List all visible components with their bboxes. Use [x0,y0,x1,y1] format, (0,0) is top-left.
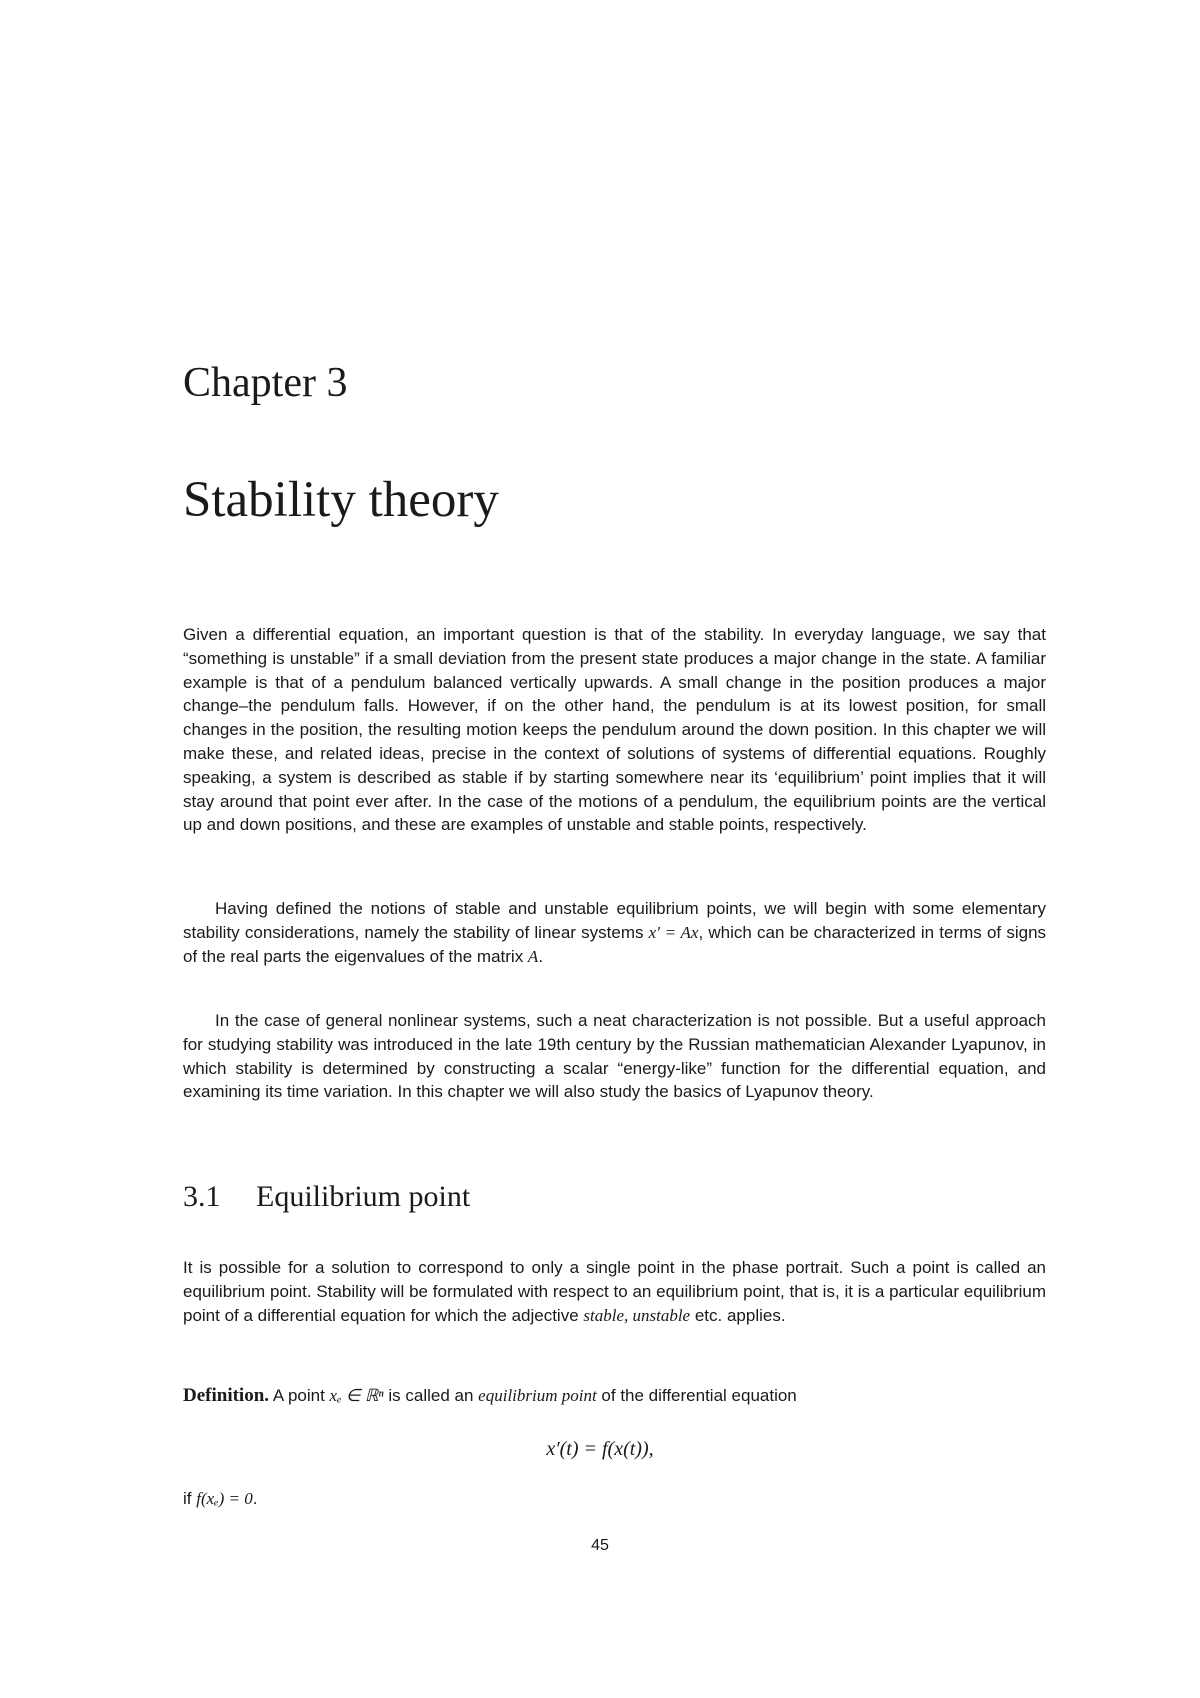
equilibrium-condition [183,1487,1046,1511]
equilibrium-point-term: equilibrium point [478,1386,597,1405]
definition-text-after: of the differential equation [596,1386,797,1405]
matrix-symbol: A [527,946,539,966]
unstable-term: unstable [632,1305,691,1325]
linear-system-formula: x′ = Ax [648,922,699,942]
differential-equation-formula: x′(t) = f(x(t)), [546,1438,654,1460]
definition-label: Definition. [183,1385,270,1406]
condition-end: . [252,1489,258,1508]
differential-equation [0,1438,1200,1461]
stable-term: stable [583,1305,624,1325]
definition-block [183,1384,1046,1408]
section-paragraph [183,1256,1046,1327]
intro-p2-text-end: . [538,946,544,966]
section-title: Equilibrium point [256,1180,471,1213]
section-p1-comma: , [624,1305,633,1325]
intro-paragraph-3: In the case of general nonlinear systems, such a neat characterization is not possible. But a useful approach for studying stability was introduced in the late 19th century by the Russian mathematician Alexander Lyapunov, in which stability is determined by constructing a scalar “energy-like” function for the differential equation, and examining its time variation. In this chapter we will also study the basics of Lyapunov theory. [183,1011,1046,1102]
chapter-label: Chapter 3 [183,360,348,406]
page-number: 45 [591,1537,609,1554]
section-heading [183,1182,470,1212]
equilibrium-point-symbol: xₑ ∈ ℝⁿ [329,1386,384,1405]
intro-paragraph-1: Given a differential equation, an important question is that of the stability. In everyday language, we say that “something is unstable” if a small deviation from the present state produces a major change in the state. A familiar example is that of a pendulum balanced vertically upwards. A small change in the position produces a major change–the pendulum falls. However, if on the other hand, the pendulum is at its lowest position, for small changes in the position, the resulting motion keeps the pendulum around the down position. In this chapter we will make these, and related ideas, precise in the context of solutions of systems of differential equations. Roughly speaking, a system is described as stable if by starting somewhere near its ‘equilibrium’ point implies that it will stay around that point ever after. In the case of the motions of a pendulum, the equilibrium points are the vertical up and down positions, and these are examples of unstable and stable points, respectively. [183,625,1046,835]
chapter-title: Stability theory [183,472,499,528]
intro-p2-text-before: Having defined the notions of stable and unstable equilibrium points, we will begin with some elementary stability considerations, namely the stability of linear systems [183,899,1046,942]
section-p1-text-end: etc. applies. [690,1305,786,1325]
section-p1-text-before: It is possible for a solution to correspond to only a single point in the phase portrait. Such a point is called an equilibrium point. Stability will be formulated with respect to an equilibrium point, that is, it is a particular equilibrium point of a differential equation for which the adjective [183,1258,1046,1325]
definition-text-before: A point [269,1386,330,1405]
section-number: 3.1 [183,1180,221,1213]
definition-text-middle: is called an [383,1386,479,1405]
condition-formula: f(xₑ) = 0 [196,1489,253,1508]
intro-paragraph-2 [183,897,1046,968]
condition-prefix: if [183,1489,197,1508]
intro-p2-text-middle: , which can be characterized in terms of signs of the real parts the eigenvalues of the matrix [183,922,1047,966]
